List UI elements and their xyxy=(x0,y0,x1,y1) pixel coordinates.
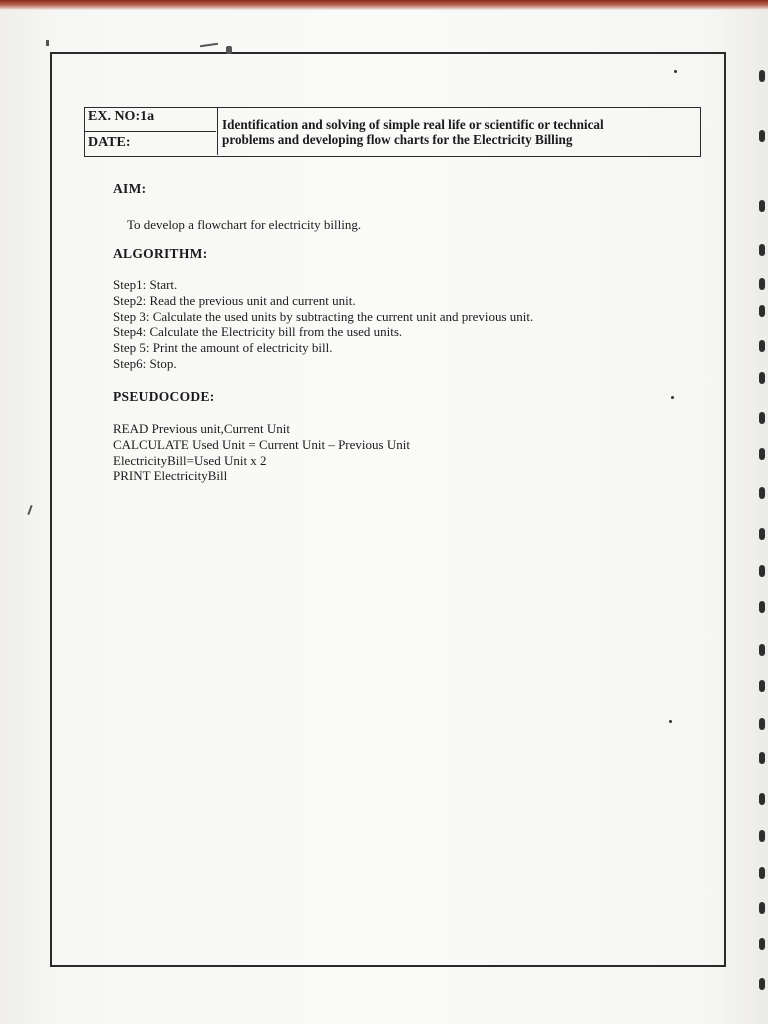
binding-hole xyxy=(759,902,765,914)
pseudocode-heading: PSEUDOCODE: xyxy=(113,389,215,404)
experiment-title xyxy=(222,117,692,147)
binding-hole xyxy=(759,372,765,384)
binding-hole xyxy=(759,978,765,990)
binding-hole xyxy=(759,867,765,879)
binding-hole xyxy=(759,340,765,352)
algorithm-heading: ALGORITHM: xyxy=(113,246,208,261)
algorithm-step-1: Step1: Start. xyxy=(113,277,178,292)
pseudocode-line-3: ElectricityBill=Used Unit x 2 xyxy=(113,452,267,468)
algorithm-step-4: Step4: Calculate the Electricity bill from the used units. xyxy=(113,324,403,340)
binding-hole xyxy=(759,793,765,805)
aim-heading: AIM: xyxy=(113,181,147,196)
binding-hole xyxy=(759,200,765,212)
binding-hole xyxy=(759,305,765,317)
experiment-title-line-1: Identification and solving of simple real life or scientific or technical xyxy=(222,117,604,132)
binding-hole xyxy=(759,718,765,730)
pseudocode-block xyxy=(113,421,410,484)
binding-hole xyxy=(759,528,765,540)
binding-hole xyxy=(759,70,765,82)
binding-hole xyxy=(759,487,765,499)
binding-hole xyxy=(759,752,765,764)
page-border xyxy=(50,52,726,967)
pseudocode-line-1: READ Previous unit,Current Unit xyxy=(113,421,290,436)
algorithm-step-3: Step 3: Calculate the used units by subtracting the current unit and previous unit. xyxy=(113,308,534,324)
binding-hole xyxy=(759,278,765,290)
binding-hole xyxy=(759,412,765,424)
aim-text: To develop a flowchart for electricity billing. xyxy=(127,217,362,232)
binding-hole xyxy=(759,830,765,842)
stray-mark xyxy=(46,40,49,46)
binding-hole xyxy=(759,644,765,656)
binding-hole xyxy=(759,244,765,256)
date-cell: DATE: xyxy=(88,135,131,150)
algorithm-steps xyxy=(113,277,533,372)
binding-hole xyxy=(759,448,765,460)
binding-hole xyxy=(759,601,765,613)
stray-mark xyxy=(674,70,677,73)
header-table xyxy=(84,107,701,157)
binding-hole xyxy=(759,565,765,577)
pseudocode-line-2: CALCULATE Used Unit = Current Unit – Previous Unit xyxy=(113,436,410,452)
stray-mark xyxy=(226,46,232,54)
stray-mark xyxy=(669,720,672,723)
ex-no-cell: EX. NO:1a xyxy=(85,108,216,132)
experiment-title-line-2: problems and developing flow charts for the Electricity Billing xyxy=(222,132,573,147)
header-left-column xyxy=(85,108,218,155)
algorithm-step-2: Step2: Read the previous unit and current unit. xyxy=(113,292,356,308)
pseudocode-line-4: PRINT ElectricityBill xyxy=(113,468,228,484)
algorithm-step-6: Step6: Stop. xyxy=(113,355,177,371)
binding-hole xyxy=(759,680,765,692)
binding-hole xyxy=(759,938,765,950)
algorithm-step-5: Step 5: Print the amount of electricity bill. xyxy=(113,340,333,356)
binding-hole xyxy=(759,130,765,142)
stray-mark xyxy=(671,396,674,399)
binder-edge xyxy=(0,0,768,10)
